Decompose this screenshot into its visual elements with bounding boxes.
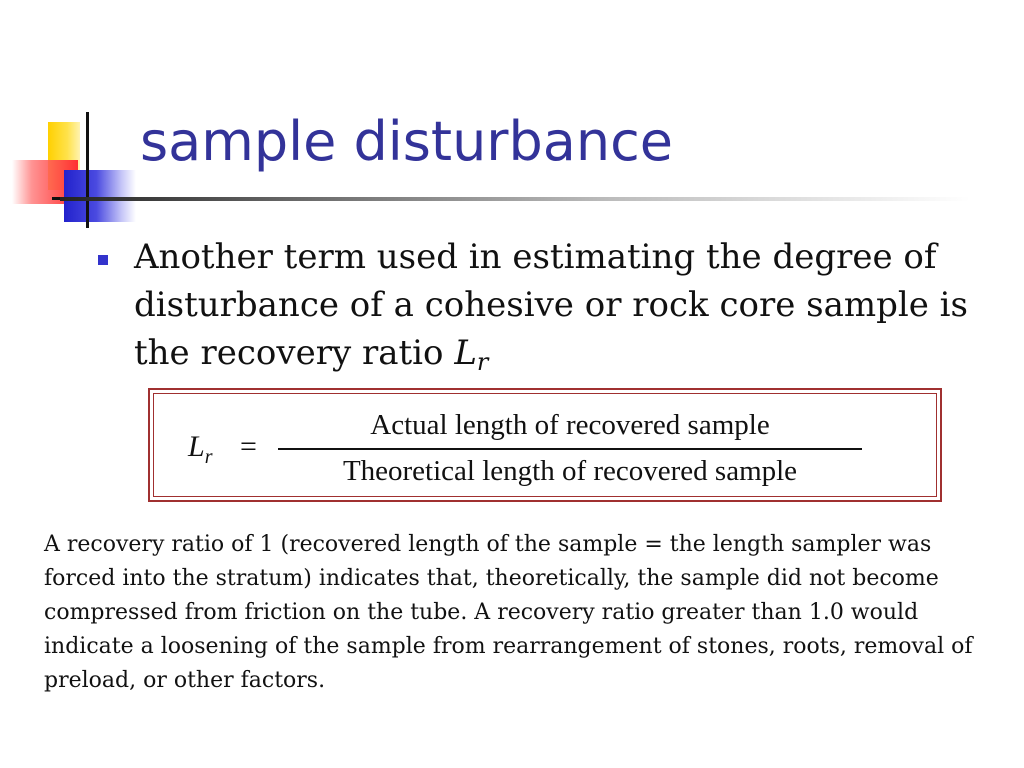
formula-lhs-subscript: r (204, 446, 213, 468)
explanation-paragraph: A recovery ratio of 1 (recovered length of the sample = the length sampler was forced into the stratum) indicates that, theoretically, the sample did not become compressed from friction on the tube. A recovery ratio greater than 1.0 would indicate a loosening of the sample from rearrangement of stones, roots, removal of preload, or other factors. (44, 532, 973, 693)
bullet-square-icon (98, 255, 108, 265)
fraction-bar (278, 448, 862, 450)
bullet-point (134, 233, 1004, 377)
formula-numerator: Actual length of recovered sample (370, 409, 770, 441)
title-underline (60, 197, 970, 201)
formula-fraction (278, 408, 862, 488)
bullet-text: Another term used in estimating the degree of disturbance of a cohesive or rock core sample is the recovery ratio (134, 237, 968, 373)
bullet-variable: L (454, 333, 477, 373)
formula-equals: = (240, 430, 257, 463)
formula-lhs (188, 432, 212, 467)
formula-denominator: Theoretical length of recovered sample (342, 455, 798, 487)
formula-lhs-symbol: L (188, 430, 205, 463)
logo-vertical-line (86, 112, 89, 228)
formula-box (148, 388, 942, 502)
decorative-logo (0, 100, 150, 230)
formula (153, 393, 937, 497)
slide-title: sample disturbance (140, 110, 674, 173)
logo-blue-square (64, 170, 136, 222)
bullet-variable-subscript: r (476, 348, 489, 376)
